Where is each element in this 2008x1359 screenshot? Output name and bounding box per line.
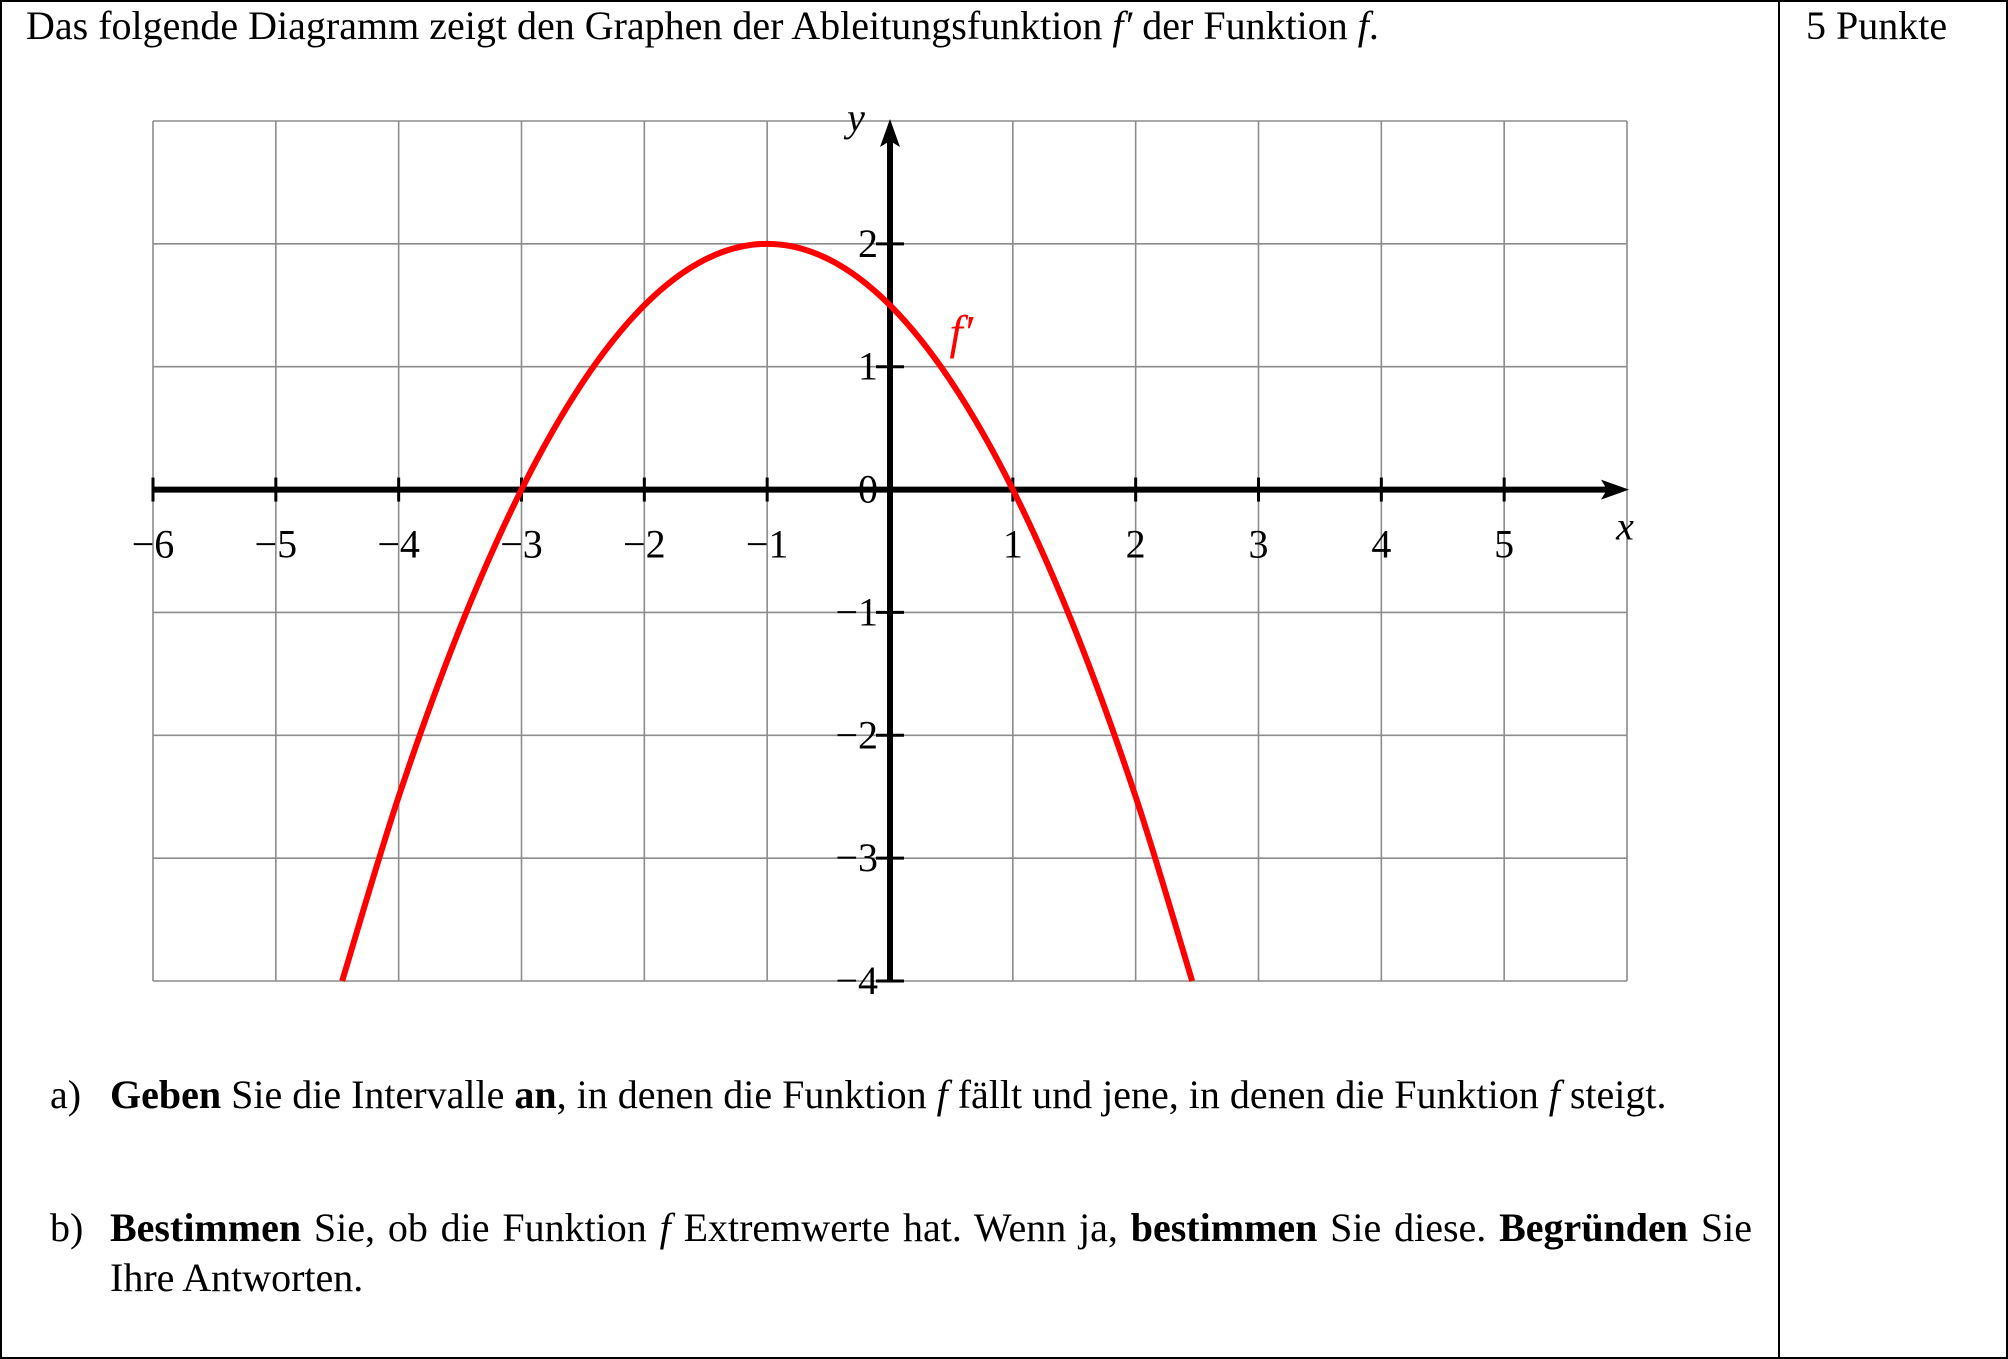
y-tick-label: −1 (835, 589, 878, 635)
x-tick-label: −3 (500, 521, 543, 567)
intro-f: f (1357, 3, 1369, 48)
task-intro: Das folgende Diagramm zeigt den Graphen der Ableitungsfunktion f′ der Funktion f. (26, 3, 1379, 48)
x-tick-label: 5 (1494, 521, 1515, 567)
y-tick-label: 0 (858, 466, 878, 512)
x-tick-label: −1 (745, 521, 789, 567)
chart-labels (132, 95, 1634, 1003)
series-label-fprime: f′ (949, 306, 974, 360)
x-tick-label: 1 (1002, 521, 1023, 567)
x-axis-label: x (1616, 503, 1634, 549)
y-tick-label: −4 (835, 958, 878, 1003)
x-tick-label: −2 (623, 521, 666, 567)
task-b-label: b) (50, 1205, 84, 1250)
y-axis-label: y (847, 95, 865, 140)
y-tick-label: −2 (835, 712, 878, 758)
x-tick-label: 3 (1248, 521, 1269, 567)
y-tick-label: −3 (835, 835, 878, 881)
x-tick-label: 2 (1125, 521, 1146, 567)
x-tick-label: −6 (131, 521, 175, 567)
task-b (50, 1203, 1752, 1313)
x-tick-label: −4 (377, 521, 420, 567)
task-b-text: Bestimmen Sie, ob die Funktion f Extremwerte hat. Wenn ja, bestimmen Sie diese. Begründen Sie Ihre Antworten. (110, 1205, 1752, 1300)
x-tick-label: −5 (254, 521, 298, 567)
points-label: 5 Punkte (1806, 3, 1948, 48)
intro-fprime: f′ (1112, 3, 1133, 48)
y-tick-label: 2 (858, 220, 878, 266)
y-tick-label: 1 (858, 343, 878, 389)
task-a-text: Geben Sie die Intervalle an, in denen die Funktion f fällt und jene, in denen die Funktion f steigt. (110, 1072, 1667, 1117)
task-a (50, 1070, 1752, 1180)
x-tick-label: 4 (1371, 521, 1392, 567)
chart-axes (153, 119, 1629, 981)
task-a-label: a) (50, 1072, 82, 1117)
